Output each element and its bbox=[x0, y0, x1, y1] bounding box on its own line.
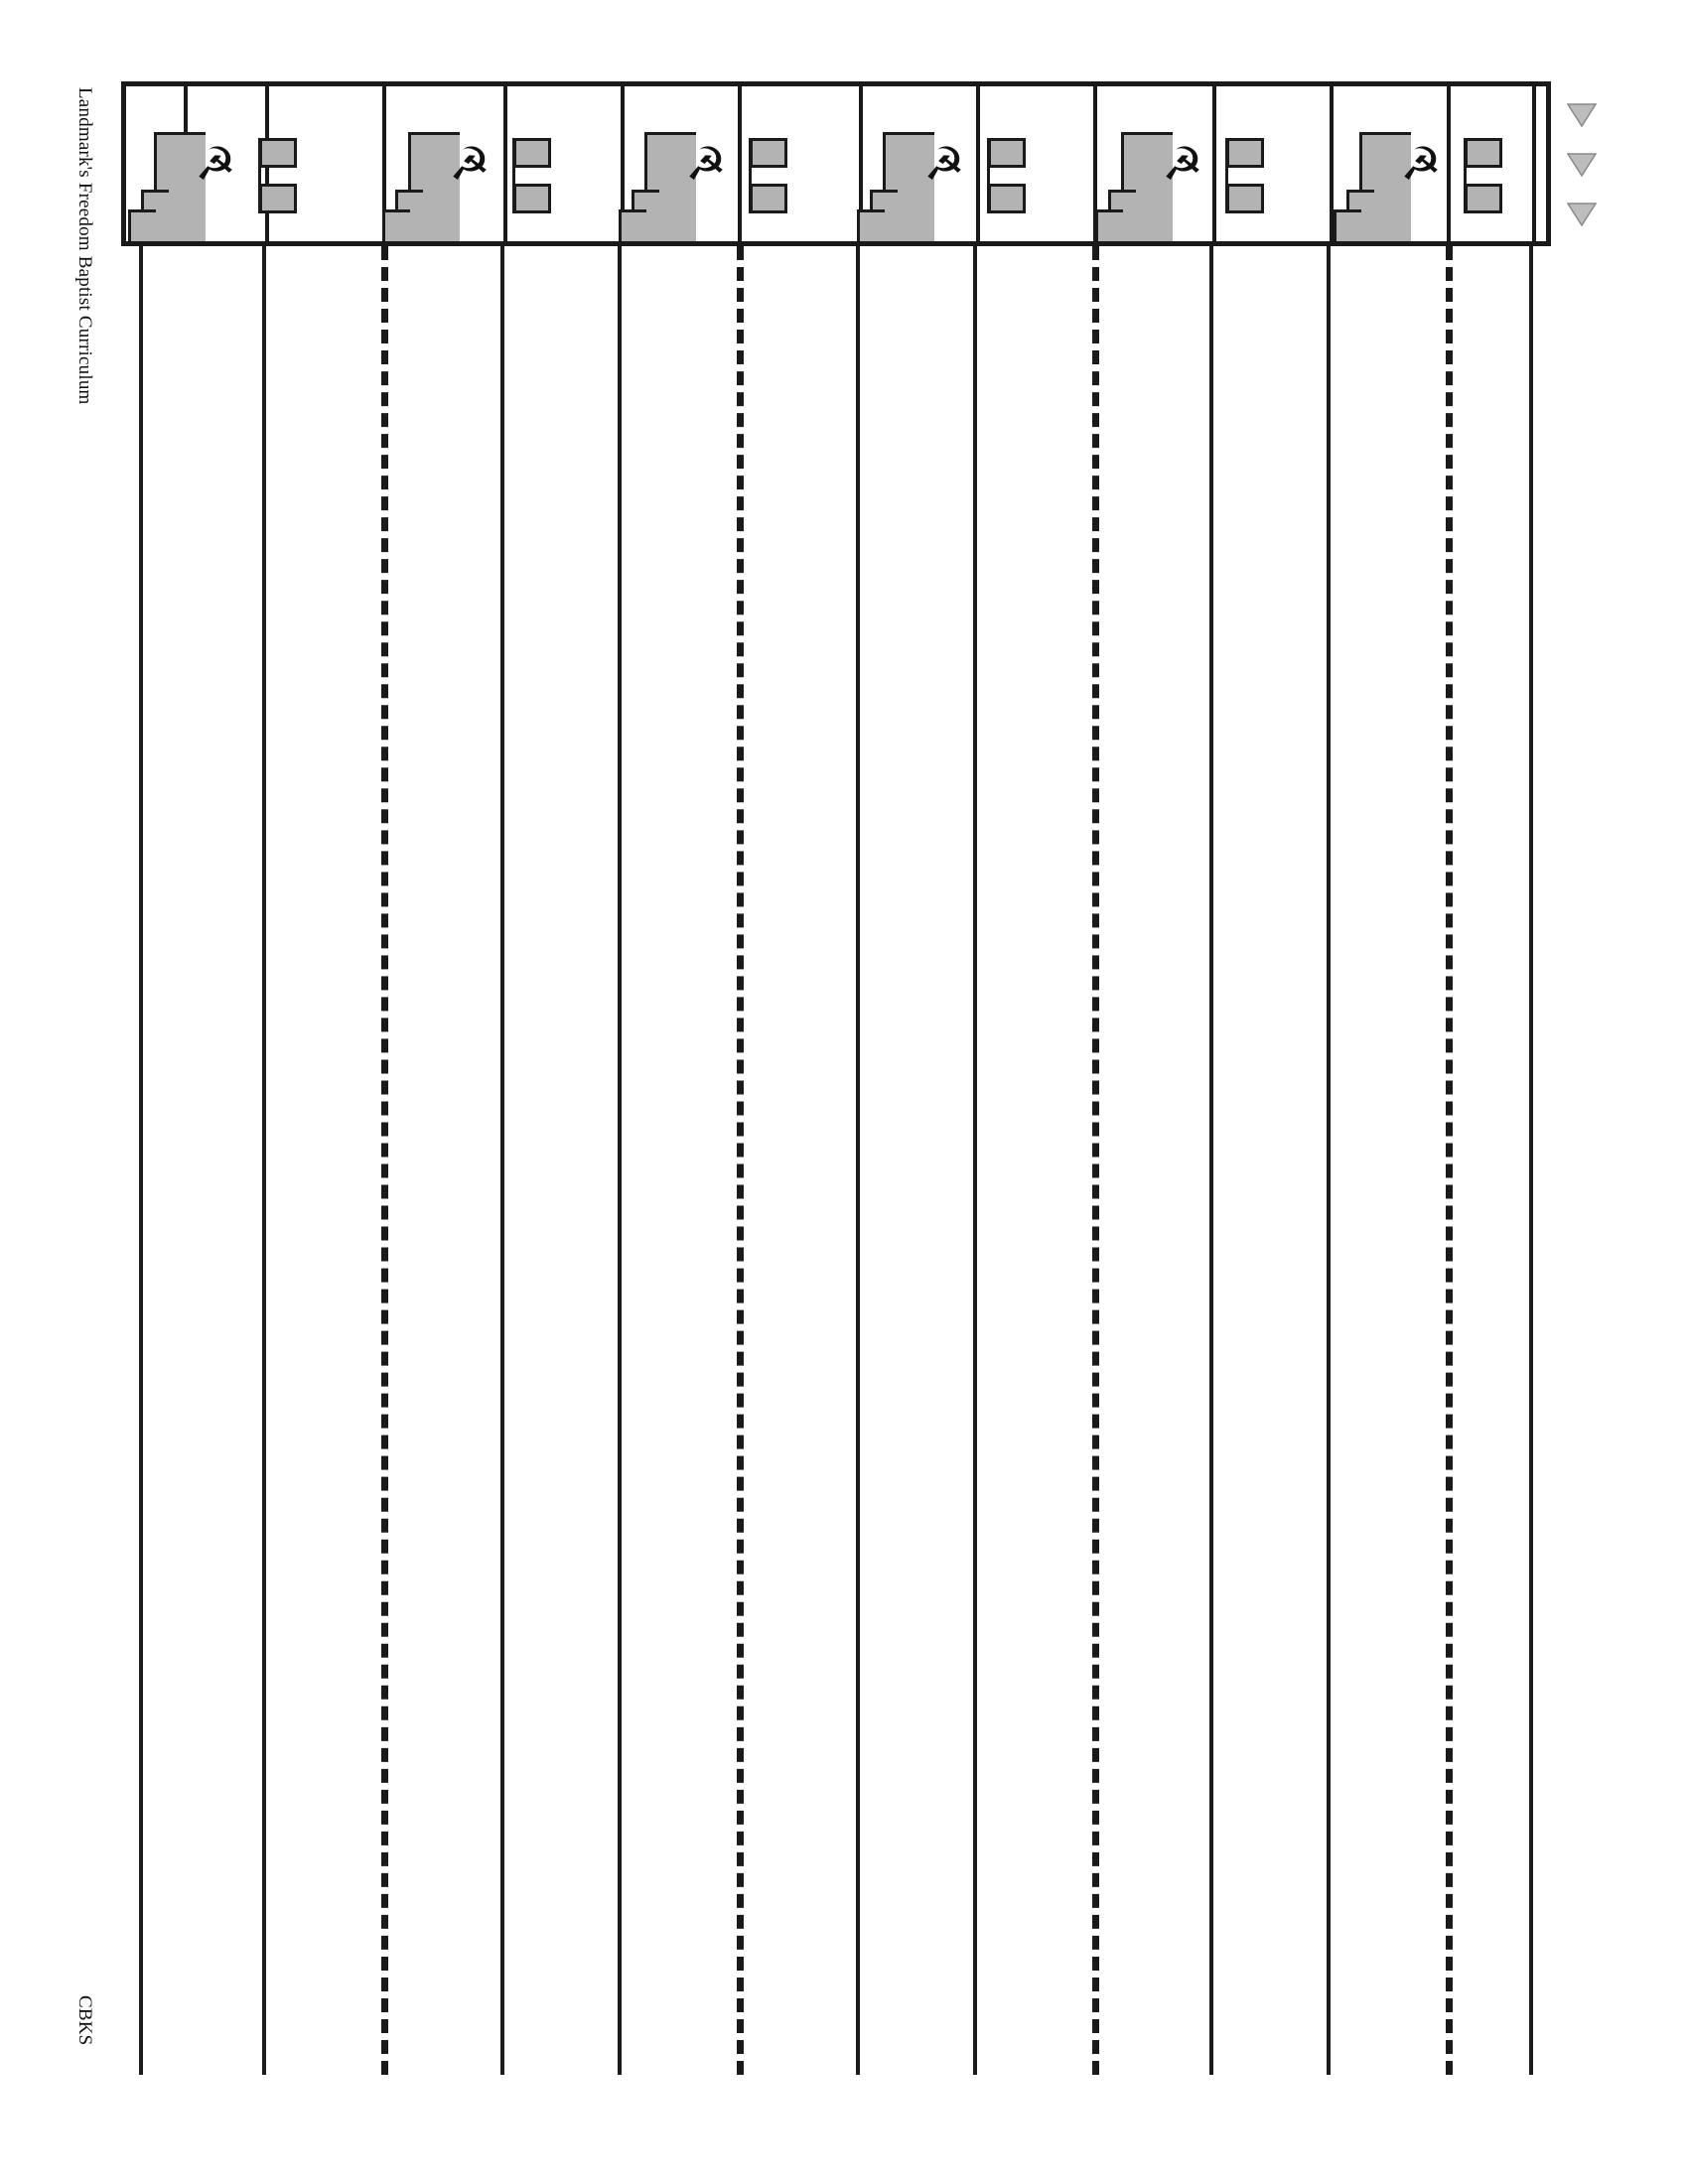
column-rule-dashed bbox=[381, 246, 388, 2075]
column-rule bbox=[500, 246, 504, 2075]
column-rule bbox=[1529, 246, 1533, 2075]
ruled-column-area bbox=[121, 246, 1551, 2075]
stacked-bricks-icon bbox=[1220, 138, 1264, 221]
motif-group bbox=[126, 86, 382, 241]
stacked-bricks-icon bbox=[982, 138, 1026, 221]
column-rule bbox=[618, 246, 622, 2075]
crown-glyph-icon: ☭ bbox=[923, 137, 965, 191]
stacked-bricks-icon bbox=[507, 138, 551, 221]
motif-group bbox=[382, 86, 619, 241]
stacked-bricks-icon bbox=[744, 138, 787, 221]
column-rule bbox=[139, 246, 143, 2075]
column-rule bbox=[856, 246, 860, 2075]
column-rule-dashed bbox=[1092, 246, 1099, 2075]
triangle-down-icon bbox=[1567, 203, 1597, 224]
column-rule bbox=[973, 246, 977, 2075]
stacked-bricks-icon bbox=[1459, 138, 1502, 221]
crown-glyph-icon: ☭ bbox=[449, 137, 491, 191]
column-rule bbox=[1209, 246, 1213, 2075]
column-rule-dashed bbox=[1446, 246, 1453, 2075]
motif-group bbox=[1095, 86, 1334, 241]
motif-group bbox=[1334, 86, 1552, 241]
crown-glyph-icon: ☭ bbox=[1162, 137, 1203, 191]
crown-glyph-icon: ☭ bbox=[1400, 137, 1442, 191]
motif-group bbox=[619, 86, 857, 241]
stacked-bricks-icon bbox=[253, 138, 297, 221]
motif-group bbox=[857, 86, 1095, 241]
column-rule bbox=[262, 246, 266, 2075]
triangle-down-icon bbox=[1567, 153, 1597, 175]
crown-glyph-icon: ☭ bbox=[685, 137, 727, 191]
curriculum-code-label: CBKS bbox=[74, 1995, 95, 2046]
triangle-down-icon bbox=[1567, 103, 1597, 125]
column-rule bbox=[1327, 246, 1331, 2075]
brand-label: Landmark's Freedom Baptist Curriculum bbox=[74, 87, 95, 405]
crown-glyph-icon: ☭ bbox=[195, 137, 236, 191]
right-edge-triangles bbox=[1567, 103, 1607, 242]
column-rule-dashed bbox=[737, 246, 744, 2075]
header-banner bbox=[121, 81, 1551, 246]
